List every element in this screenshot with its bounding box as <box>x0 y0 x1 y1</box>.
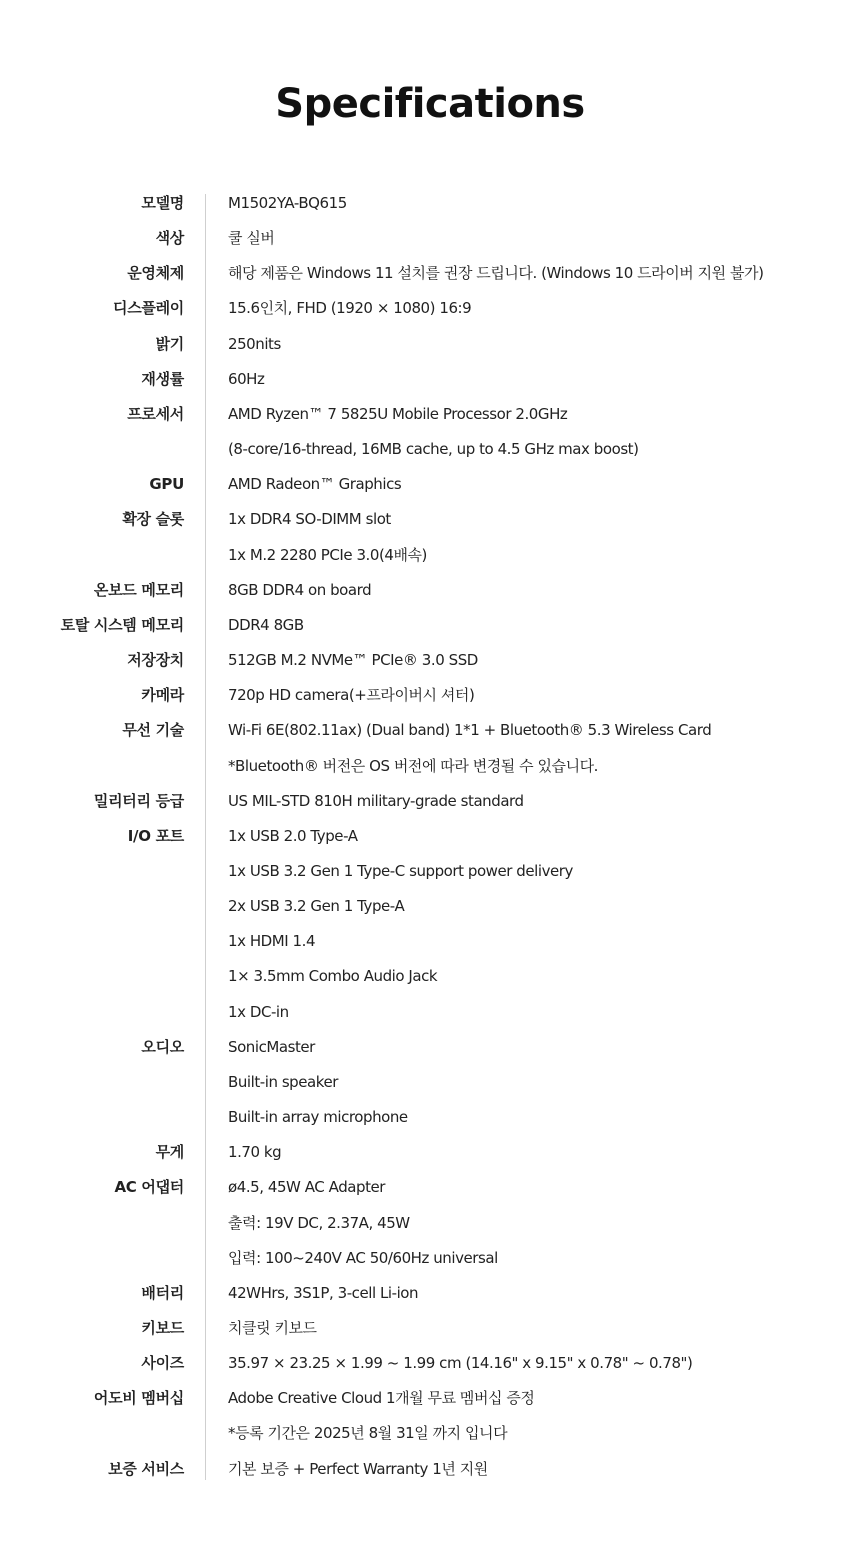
spec-row <box>0 854 860 889</box>
spec-label: I/O 포트 <box>127 826 184 845</box>
spec-value: ø4.5, 45W AC Adapter <box>228 1178 386 1197</box>
spec-value: 15.6인치, FHD (1920 × 1080) 16:9 <box>228 299 472 318</box>
spec-value: 1x DDR4 SO-DIMM slot <box>228 510 391 529</box>
spec-value: 720p HD camera(+프라이버시 셔터) <box>228 686 475 705</box>
spec-value: 60Hz <box>228 369 265 388</box>
page-title: Specifications <box>275 81 585 127</box>
spec-row <box>0 1381 860 1416</box>
spec-value: 치클릿 키보드 <box>228 1319 317 1337</box>
spec-row <box>0 1276 860 1311</box>
spec-value: 쿨 실버 <box>228 229 275 248</box>
spec-label: 모델명 <box>141 194 184 212</box>
spec-value: Adobe Creative Cloud 1개월 무료 멤버십 증정 <box>228 1389 535 1408</box>
spec-value: 250nits <box>228 334 281 353</box>
spec-row <box>0 1030 860 1065</box>
spec-value: 입력: 100~240V AC 50/60Hz universal <box>228 1248 498 1267</box>
spec-row <box>0 784 860 819</box>
spec-row <box>0 1170 860 1205</box>
spec-row <box>0 502 860 537</box>
spec-value: *등록 기간은 2025년 8월 31일 까지 입니다 <box>228 1424 508 1443</box>
spec-row <box>0 1065 860 1100</box>
spec-value: AMD Radeon™ Graphics <box>228 475 402 494</box>
spec-label: 무게 <box>155 1143 184 1162</box>
spec-label: 디스플레이 <box>113 299 184 318</box>
spec-value: 1x USB 3.2 Gen 1 Type-C support power delivery <box>228 861 573 880</box>
spec-label: 키보드 <box>141 1319 184 1337</box>
spec-row <box>0 221 860 256</box>
spec-label: 프로세서 <box>127 404 184 423</box>
spec-label: 배터리 <box>141 1283 184 1302</box>
spec-value: 1x USB 2.0 Type-A <box>228 826 358 845</box>
spec-value: 1× 3.5mm Combo Audio Jack <box>228 967 438 986</box>
spec-value: 42WHrs, 3S1P, 3-cell Li-ion <box>228 1283 419 1302</box>
spec-row <box>0 467 860 502</box>
spec-label: 온보드 메모리 <box>93 580 184 599</box>
spec-row <box>0 1311 860 1346</box>
spec-row <box>0 713 860 748</box>
spec-row <box>0 397 860 432</box>
spec-value: 2x USB 3.2 Gen 1 Type-A <box>228 897 405 916</box>
spec-value: 1x DC-in <box>228 1002 289 1021</box>
spec-value: 35.97 × 23.25 × 1.99 ~ 1.99 cm (14.16" x 9.15" x 0.78" ~ 0.78") <box>228 1354 693 1373</box>
spec-label: 저장장치 <box>127 651 184 670</box>
spec-label: 오디오 <box>141 1037 184 1056</box>
spec-row <box>0 1206 860 1241</box>
spec-value: 출력: 19V DC, 2.37A, 45W <box>228 1213 410 1232</box>
spec-label: 밀리터리 등급 <box>93 791 184 810</box>
spec-label: GPU <box>149 475 184 494</box>
spec-value: AMD Ryzen™ 7 5825U Mobile Processor 2.0GHz <box>228 404 568 423</box>
spec-row <box>0 819 860 854</box>
spec-row <box>0 1416 860 1451</box>
spec-value: DDR4 8GB <box>228 615 304 634</box>
spec-label: 무선 기술 <box>122 721 184 740</box>
spec-value: 기본 보증 + Perfect Warranty 1년 지원 <box>228 1459 488 1478</box>
spec-table <box>0 186 860 1487</box>
spec-row <box>0 995 860 1030</box>
spec-label: 확장 슬롯 <box>122 510 184 529</box>
spec-value: 512GB M.2 NVMe™ PCIe® 3.0 SSD <box>228 651 478 670</box>
spec-row <box>0 573 860 608</box>
spec-value: SonicMaster <box>228 1037 315 1056</box>
spec-value: *Bluetooth® 버전은 OS 버전에 따라 변경될 수 있습니다. <box>228 756 598 775</box>
spec-row <box>0 889 860 924</box>
spec-value: Wi-Fi 6E(802.11ax) (Dual band) 1*1 + Bluetooth® 5.3 Wireless Card <box>228 721 712 740</box>
spec-label: 보증 서비스 <box>108 1459 184 1478</box>
spec-label: 어도비 멤버십 <box>93 1389 184 1408</box>
spec-value: 해당 제품은 Windows 11 설치를 권장 드립니다. (Windows 10 드라이버 지원 불가) <box>228 264 764 283</box>
spec-row <box>0 1135 860 1170</box>
spec-row <box>0 1346 860 1381</box>
spec-label: 토탈 시스템 메모리 <box>60 615 184 634</box>
spec-row <box>0 432 860 467</box>
spec-value: 1x M.2 2280 PCIe 3.0(4배속) <box>228 545 427 564</box>
spec-row <box>0 256 860 291</box>
spec-row <box>0 643 860 678</box>
spec-row <box>0 362 860 397</box>
spec-label: 밝기 <box>155 334 184 353</box>
spec-row <box>0 186 860 221</box>
spec-row <box>0 1241 860 1276</box>
spec-row <box>0 327 860 362</box>
spec-row <box>0 291 860 326</box>
spec-label: 카메라 <box>141 686 184 705</box>
spec-value: 8GB DDR4 on board <box>228 580 372 599</box>
spec-label: AC 어댑터 <box>114 1178 184 1197</box>
spec-value: Built-in speaker <box>228 1072 338 1091</box>
spec-value: Built-in array microphone <box>228 1108 408 1127</box>
spec-row <box>0 538 860 573</box>
spec-row <box>0 924 860 959</box>
spec-row <box>0 608 860 643</box>
spec-value: M1502YA-BQ615 <box>228 194 347 212</box>
spec-row <box>0 1452 860 1487</box>
spec-value: (8-core/16-thread, 16MB cache, up to 4.5 GHz max boost) <box>228 440 639 459</box>
spec-value: 1.70 kg <box>228 1143 282 1162</box>
spec-value: 1x HDMI 1.4 <box>228 932 316 951</box>
spec-row <box>0 678 860 713</box>
spec-label: 재생률 <box>141 369 184 388</box>
spec-label: 색상 <box>155 229 184 248</box>
spec-row <box>0 959 860 994</box>
spec-label: 사이즈 <box>141 1354 184 1373</box>
spec-row <box>0 1100 860 1135</box>
spec-label: 운영체제 <box>127 264 184 283</box>
spec-value: US MIL-STD 810H military-grade standard <box>228 791 524 810</box>
spec-row <box>0 749 860 784</box>
